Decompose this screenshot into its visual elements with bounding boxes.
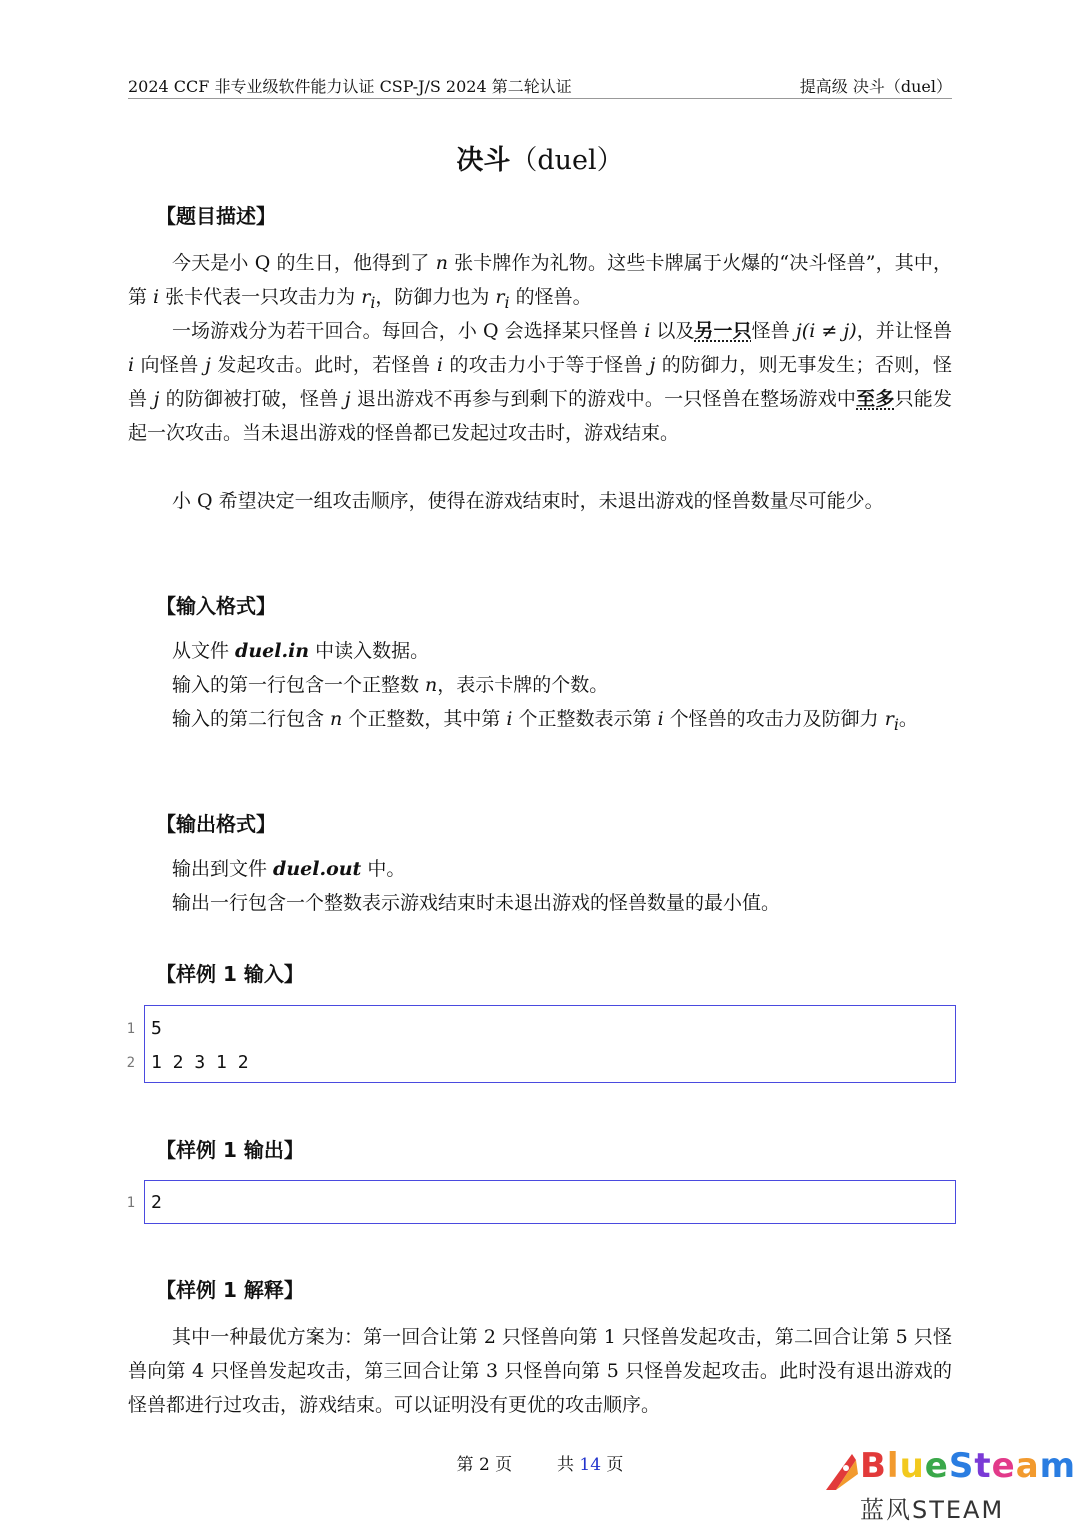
- emphasis-at-most: 至多: [856, 388, 895, 410]
- header-right: 提高级 决斗（duel）: [799, 77, 952, 96]
- code-text: 2: [151, 1192, 162, 1213]
- section-input-title: 【输入格式】: [156, 594, 276, 618]
- code-line: [126, 1012, 955, 1046]
- code-line: [126, 1046, 955, 1080]
- title-zh: 决斗: [456, 145, 511, 176]
- line-number: 2: [126, 1055, 135, 1071]
- total-pages-link[interactable]: 14: [579, 1455, 602, 1475]
- input-line-2: 输入的第一行包含一个正整数 n，表示卡牌的个数。: [172, 674, 609, 696]
- line-number: 1: [126, 1021, 135, 1037]
- logo-brand: BlueSteam: [860, 1446, 1077, 1486]
- page-footer: 第 2 页 共 14 页: [456, 1455, 624, 1475]
- logo-subtitle: 蓝风STEAM: [860, 1496, 1005, 1524]
- section-sample-output-title: 【样例 1 输出】: [156, 1138, 304, 1162]
- page-number: 第 2 页: [456, 1455, 513, 1475]
- description-paragraph-2: 一场游戏分为若干回合。每回合，小 Q 会选择某只怪兽 i 以及另一只怪兽 j(i ≠ j)，并让怪兽 i 向怪兽 j 发起攻击。此时，若怪兽 i 的攻击力小于等于怪兽 j 的防御力，则无事发生；否则，怪兽 j 的防御被打破，怪兽 j 退出游戏不再参与到剩下的游戏中。一只怪兽在整场游戏中至多只能发起一次攻击。当未退出游戏的怪兽都已发起过攻击时，游戏结束。: [128, 320, 952, 444]
- section-output-title: 【输出格式】: [156, 812, 276, 836]
- description-paragraph-1: 今天是小 Q 的生日，他得到了 n 张卡牌作为礼物。这些卡牌属于火爆的“决斗怪兽”，其中，第 i 张卡代表一只攻击力为 $r_i$，防御力也为 $r_i$ 的怪兽。: [128, 252, 953, 312]
- rocket-icon: [822, 1450, 862, 1494]
- sample-output-box: [126, 1180, 956, 1224]
- problem-title: [0, 138, 1080, 177]
- input-line-3: 输入的第二行包含 n 个正整数，其中第 i 个正整数表示第 i 个怪兽的攻击力及防御力 $r_i$。: [172, 708, 918, 734]
- output-line-1: 输出到文件 duel.out 中。: [172, 858, 406, 880]
- section-sample-input-title: 【样例 1 输入】: [156, 962, 304, 986]
- explain-paragraph: 其中一种最优方案为：第一回合让第 2 只怪兽向第 1 只怪兽发起攻击，第二回合让第 5 只怪兽向第 4 只怪兽发起攻击，第三回合让第 3 只怪兽向第 5 只怪兽发起攻击。此时没有退出游戏的怪兽都进行过攻击，游戏结束。可以证明没有更优的攻击顺序。: [128, 1326, 952, 1416]
- output-line-2: 输出一行包含一个整数表示游戏结束时未退出游戏的怪兽数量的最小值。: [172, 892, 781, 914]
- code-line: [126, 1186, 955, 1220]
- code-text: 1 2 3 1 2: [151, 1052, 249, 1073]
- emphasis-another: 另一只: [694, 320, 752, 342]
- line-number: 1: [126, 1195, 135, 1211]
- code-text: 5: [151, 1018, 162, 1039]
- output-file-name: duel.out: [273, 858, 362, 880]
- title-en: （duel）: [510, 145, 624, 176]
- sample-input-box: [126, 1005, 956, 1083]
- input-file-name: duel.in: [235, 640, 310, 662]
- header-left: 2024 CCF 非专业级软件能力认证 CSP-J/S 2024 第二轮认证: [128, 77, 572, 96]
- section-description-title: 【题目描述】: [156, 204, 276, 228]
- input-line-1: 从文件 duel.in 中读入数据。: [172, 640, 430, 662]
- section-sample-explain-title: 【样例 1 解释】: [156, 1278, 304, 1302]
- bluesteam-logo: [820, 1446, 1077, 1524]
- page-header: [128, 70, 952, 99]
- description-paragraph-3: 小 Q 希望决定一组攻击顺序，使得在游戏结束时，未退出游戏的怪兽数量尽可能少。: [172, 490, 884, 512]
